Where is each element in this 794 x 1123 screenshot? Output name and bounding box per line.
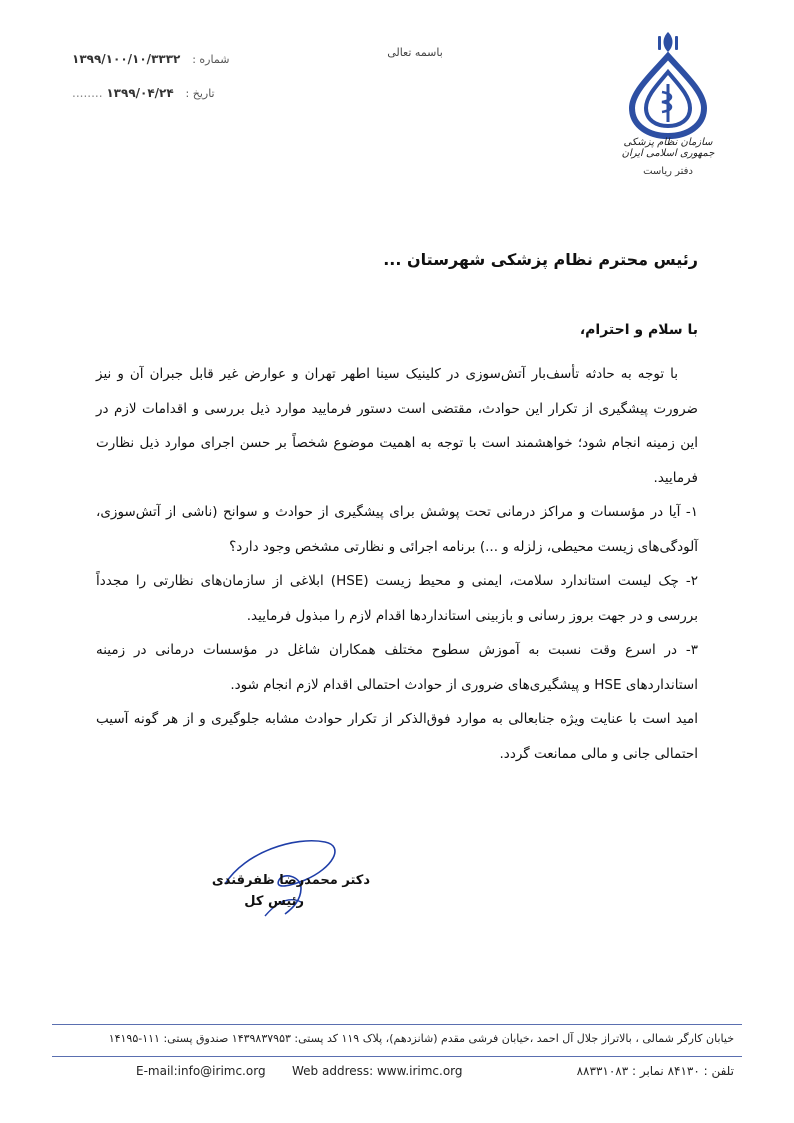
footer-rule-top (52, 1024, 742, 1025)
office-name: دفتر ریاست (643, 166, 693, 177)
date-value: ۱۳۹۹/۰۴/۲۴ (106, 86, 174, 100)
letter-date (72, 86, 215, 100)
date-label: تاریخ : (185, 87, 215, 100)
org-logo (612, 28, 724, 188)
paragraph-intro: با توجه به حادثه تأسف‌بار آتش‌سوزی در کلینیک سینا اطهر تهران و عوارض غیر قابل جبران آن و نیز ضرورت پیشگیری از تکرار این حوادث، مقتضی است دستور فرمایید موارد ذیل بررسی و اقدامات لازم در این زمینه انجام شود؛ خواهشمند است با توجه به اهمیت موضوع شخصاً بر حسن اجرای موارد ذیل نظارت فرمایید. (96, 366, 698, 486)
footer-website: Web address: www.irimc.org (292, 1064, 463, 1078)
date-dots: ........ (72, 86, 103, 100)
org-name: سازمان نظام پزشکی جمهوری اسلامی ایران (621, 137, 715, 159)
footer-rule-bottom (52, 1056, 742, 1057)
basmala: باسمه تعالی (387, 46, 443, 59)
signatory-title: رئیس کل (244, 894, 304, 909)
footer-email: E-mail:info@irimc.org (136, 1064, 266, 1078)
paragraph-item-2: ۲- چک لیست استاندارد سلامت، ایمنی و محیط زیست (HSE) ابلاغی از سازمان‌های نظارتی را مجدداً بررسی و در جهت بروز رسانی و بازبینی استانداردها اقدام لازم را مبذول فرمایید. (96, 573, 698, 624)
footer-address: خیابان کارگر شمالی ، بالاتراز جلال آل احمد ،خیابان فرشی مقدم (شانزدهم)، پلاک ۱۱۹ کد پستی: ۱۴۳۹۸۳۷۹۵۳ صندوق پستی: ۱۱۱-۱۴۱۹۵ (108, 1032, 734, 1045)
org-logo-icon (612, 28, 724, 140)
paragraph-closing: امید است با عنایت ویژه جنابعالی به موارد فوق‌الذکر از تکرار حوادث مشابه جلوگیری و از هر گونه آسیب احتمالی جانی و مالی ممانعت گردد. (96, 711, 698, 762)
recipient: رئیس محترم نظام پزشکی شهرستان ... (383, 250, 698, 269)
paragraph-item-3: ۳- در اسرع وقت نسبت به آموزش سطوح مختلف همکاران شاغل در مؤسسات درمانی در زمینه استانداردهای HSE و پیشگیری‌های ضروری از حوادث احتمالی اقدام لازم انجام شود. (96, 642, 698, 693)
letter-number (72, 52, 229, 66)
paragraph-item-1: ۱- آیا در مؤسسات و مراکز درمانی تحت پوشش برای پیشگیری از حوادث و سوانح (ناشی از آتش‌سوزی، آلودگی‌های زیست محیطی، زلزله و ...) برنامه اجرائی و نظارتی مشخص وجود دارد؟ (96, 504, 698, 555)
footer-phones: تلفن : ۸۴۱۳۰ نمابر : ۸۸۳۳۱۰۸۳ (576, 1064, 734, 1078)
emblem-icon (658, 32, 678, 52)
letter-body (96, 357, 698, 771)
number-label: شماره : (192, 53, 230, 66)
greeting: با سلام و احترام، (579, 322, 698, 338)
signatory-name: دکتر محمدرضا ظفرقندی (211, 873, 370, 888)
number-value: ۱۳۹۹/۱۰۰/۱۰/۳۳۳۲ (72, 52, 181, 66)
